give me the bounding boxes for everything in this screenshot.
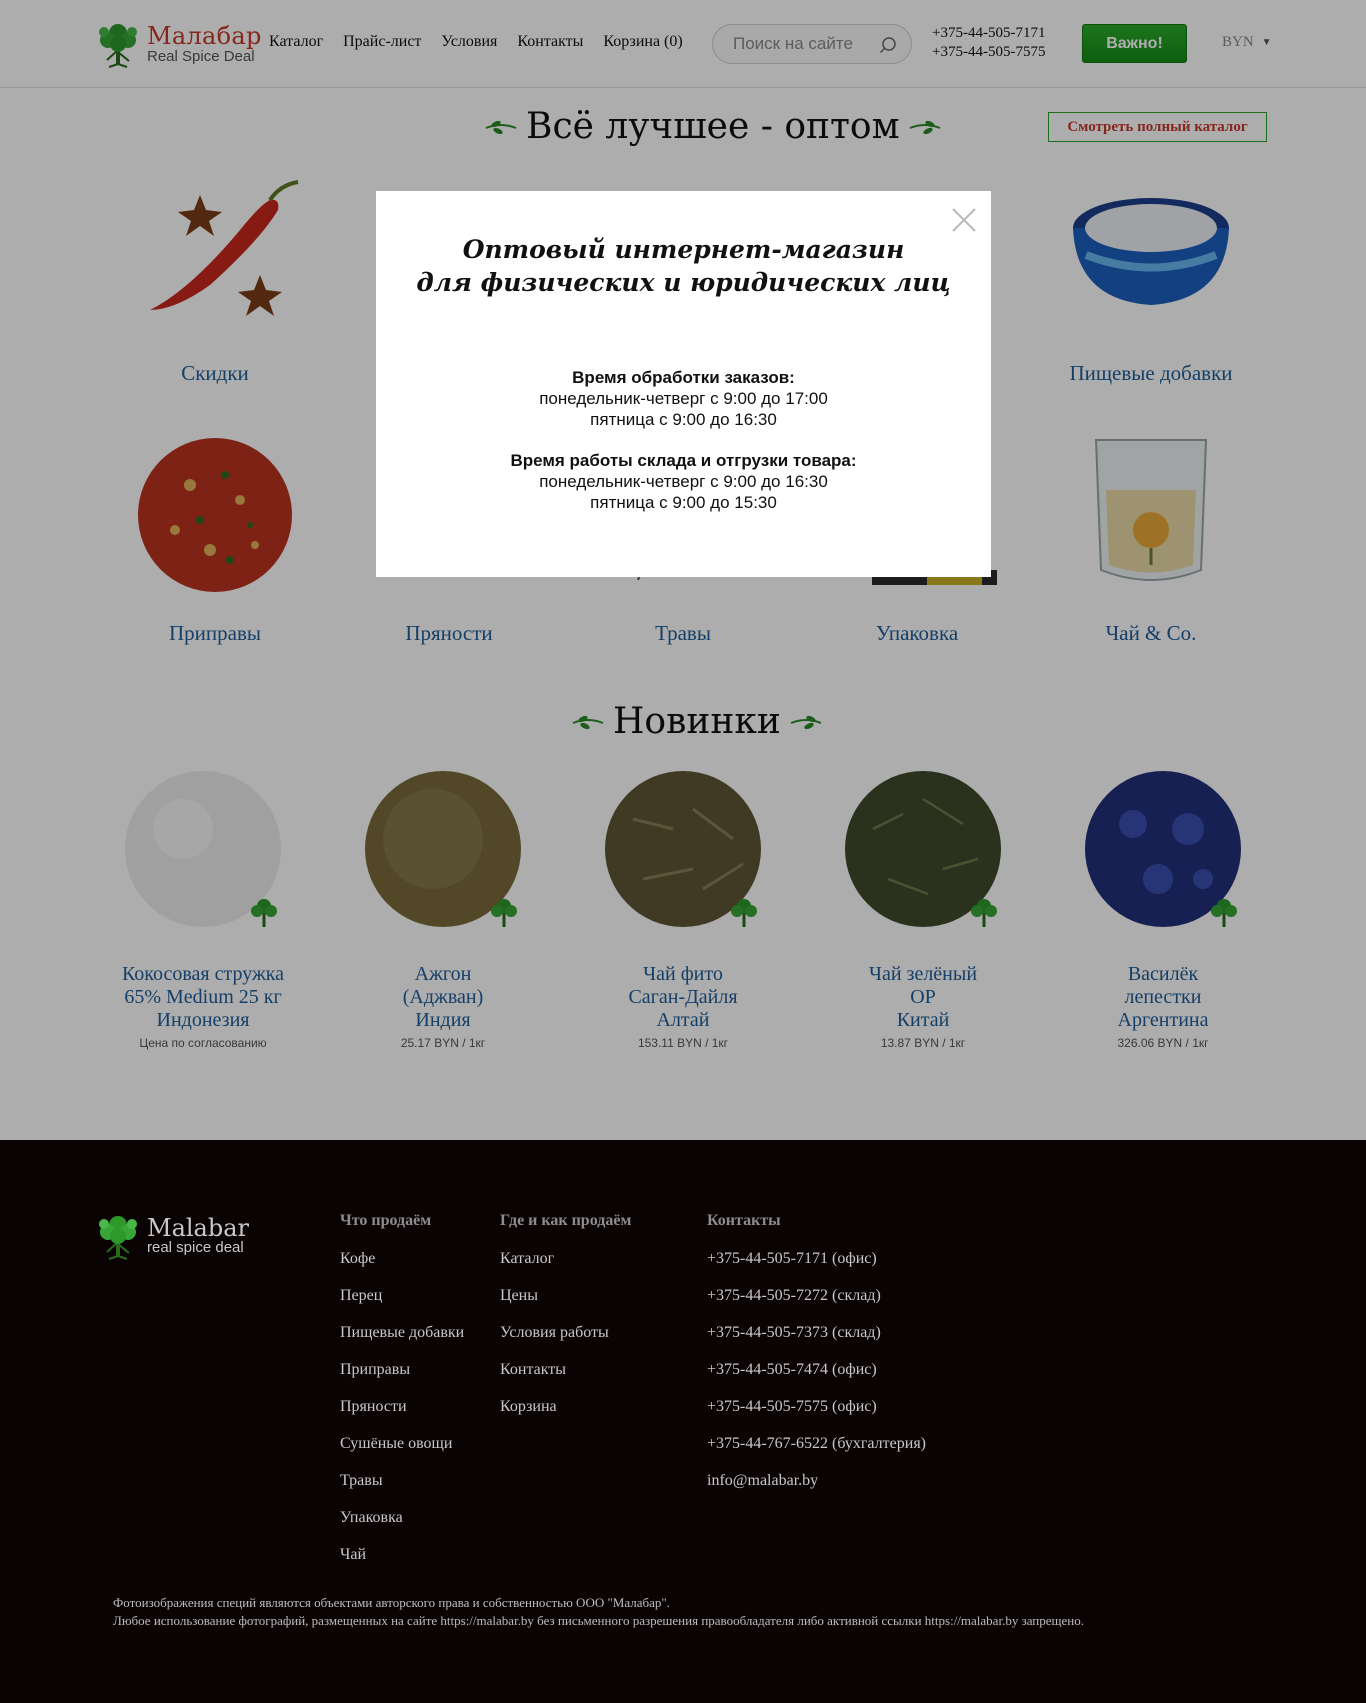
caret-down-icon: ▼ — [1261, 37, 1272, 48]
warehouse-hours-line: понедельник-четверг с 9:00 до 16:30 — [539, 472, 828, 491]
product-name-line: Аргентина — [1117, 1009, 1209, 1031]
nav-cart[interactable]: Корзина (0) — [603, 33, 683, 50]
footer-where-how-we-sell — [500, 1212, 631, 1425]
important-button[interactable]: Важно! — [1082, 24, 1187, 63]
product-name-line: 65% Medium 25 кг — [124, 986, 282, 1008]
product-name-line: Василёк — [1127, 963, 1199, 985]
footer-link[interactable]: Условия работы — [500, 1324, 609, 1341]
copyright-line: Фотоизображения специй являются объектами авторского права и собственностью ООО "Малабар". — [113, 1595, 670, 1610]
footer-what-we-sell — [340, 1212, 464, 1573]
footer-contacts — [707, 1212, 926, 1499]
copyright-line: Любое использование фотографий, размещенных на сайте https://malabar.by без письменного разрешения правообладателя либо активной ссылки https://malabar.by запрещено. — [113, 1613, 1085, 1628]
product-name-line: Саган-Дайля — [628, 986, 738, 1008]
currency-value: BYN — [1222, 34, 1254, 50]
footer-link[interactable]: Сушёные овощи — [340, 1435, 453, 1452]
product-price: 13.87 BYN / 1кг — [880, 1036, 966, 1050]
product-name-line: лепестки — [1124, 986, 1202, 1008]
logo-title: Малабар — [147, 22, 262, 50]
footer-contact-link[interactable]: +375-44-505-7171 (офис) — [707, 1250, 877, 1267]
footer-col-heading: Контакты — [707, 1212, 781, 1229]
order-hours-heading: Время обработки заказов: — [572, 368, 795, 387]
logo-subtitle: Real Spice Deal — [147, 48, 255, 65]
product-name-line: Чай фито — [643, 963, 723, 985]
footer-logo-subtitle: real spice deal — [147, 1239, 244, 1256]
category-label[interactable]: Упаковка — [875, 621, 959, 645]
site-footer — [0, 1140, 1366, 1703]
footer-link[interactable]: Приправы — [340, 1361, 411, 1378]
modal-title-line: Оптовый интернет-магазин — [462, 235, 905, 264]
new-items-title-text: Новинки — [613, 701, 781, 742]
warehouse-hours-line: пятница с 9:00 до 15:30 — [590, 493, 777, 512]
footer-contact-link[interactable]: +375-44-505-7373 (склад) — [707, 1324, 881, 1341]
footer-contact-link[interactable]: +375-44-505-7474 (офис) — [707, 1361, 877, 1378]
category-label[interactable]: Скидки — [181, 361, 249, 385]
product-name-line: (Аджван) — [402, 986, 484, 1008]
footer-link[interactable]: Чай — [340, 1546, 367, 1563]
product-name-line: Индия — [415, 1009, 471, 1031]
product-price: 326.06 BYN / 1кг — [1117, 1036, 1209, 1050]
product-price: 25.17 BYN / 1кг — [400, 1036, 486, 1050]
nav-catalog[interactable]: Каталог — [269, 33, 324, 50]
warehouse-hours — [376, 450, 991, 513]
close-icon[interactable] — [949, 205, 979, 235]
warehouse-hours-heading: Время работы склада и отгрузки товара: — [510, 451, 857, 470]
order-hours — [376, 367, 991, 430]
phone-2[interactable]: +375-44-505-7575 — [932, 44, 1046, 60]
footer-link[interactable]: Контакты — [500, 1361, 567, 1378]
product-name-line: OP — [910, 986, 936, 1008]
order-hours-line: пятница с 9:00 до 16:30 — [590, 410, 777, 429]
footer-link[interactable]: Травы — [340, 1472, 383, 1489]
copyright-note — [113, 1594, 1084, 1630]
footer-link[interactable]: Упаковка — [340, 1509, 403, 1526]
nav-price-list[interactable]: Прайс-лист — [343, 33, 422, 50]
category-label[interactable]: Чай & Co. — [1105, 621, 1197, 645]
category-label[interactable]: Приправы — [169, 621, 261, 645]
category-label[interactable]: Пищевые добавки — [1069, 361, 1233, 385]
footer-link[interactable]: Пищевые добавки — [340, 1324, 465, 1341]
footer-contact-link[interactable]: +375-44-505-7575 (офис) — [707, 1398, 877, 1415]
footer-col-heading: Что продаём — [340, 1212, 432, 1229]
product-name-line: Кокосовая стружка — [121, 963, 285, 985]
footer-logo[interactable] — [97, 1212, 249, 1260]
footer-col-heading: Где и как продаём — [500, 1212, 632, 1229]
footer-contact-link[interactable]: +375-44-767-6522 (бухгалтерия) — [707, 1435, 926, 1452]
product-name-line: Индонезия — [156, 1009, 250, 1031]
info-modal — [376, 191, 991, 577]
full-catalog-button[interactable]: Смотреть полный каталог — [1048, 112, 1267, 142]
tree-logo-icon — [97, 1212, 139, 1260]
nav-contacts[interactable]: Контакты — [517, 33, 584, 50]
product-name-line: Ажгон — [414, 963, 472, 985]
order-hours-line: понедельник-четверг с 9:00 до 17:00 — [539, 389, 828, 408]
phone-1[interactable]: +375-44-505-7171 — [932, 25, 1046, 41]
footer-link[interactable]: Перец — [340, 1287, 383, 1304]
footer-link[interactable]: Каталог — [500, 1250, 555, 1267]
product-price: 153.11 BYN / 1кг — [637, 1036, 729, 1050]
footer-link[interactable]: Корзина — [500, 1398, 557, 1415]
modal-title — [376, 233, 991, 299]
category-label[interactable]: Пряности — [405, 621, 493, 645]
product-name-line: Китай — [896, 1009, 950, 1031]
footer-link[interactable]: Пряности — [340, 1398, 407, 1415]
footer-contact-link[interactable]: +375-44-505-7272 (склад) — [707, 1287, 881, 1304]
product-name-line: Чай зелёный — [868, 963, 978, 985]
modal-title-line: для физических и юридических лиц — [416, 268, 951, 297]
category-label[interactable]: Травы — [655, 621, 711, 645]
product-price: Цена по согласованию — [139, 1036, 267, 1050]
best-title-text: Всё лучшее - оптом — [526, 106, 900, 147]
footer-email-link[interactable]: info@malabar.by — [707, 1472, 819, 1489]
footer-logo-title: Malabar — [147, 1214, 250, 1242]
footer-link[interactable]: Цены — [500, 1287, 538, 1304]
footer-link[interactable]: Кофе — [340, 1250, 376, 1267]
nav-conditions[interactable]: Условия — [441, 33, 498, 50]
product-name-line: Алтай — [656, 1009, 710, 1031]
